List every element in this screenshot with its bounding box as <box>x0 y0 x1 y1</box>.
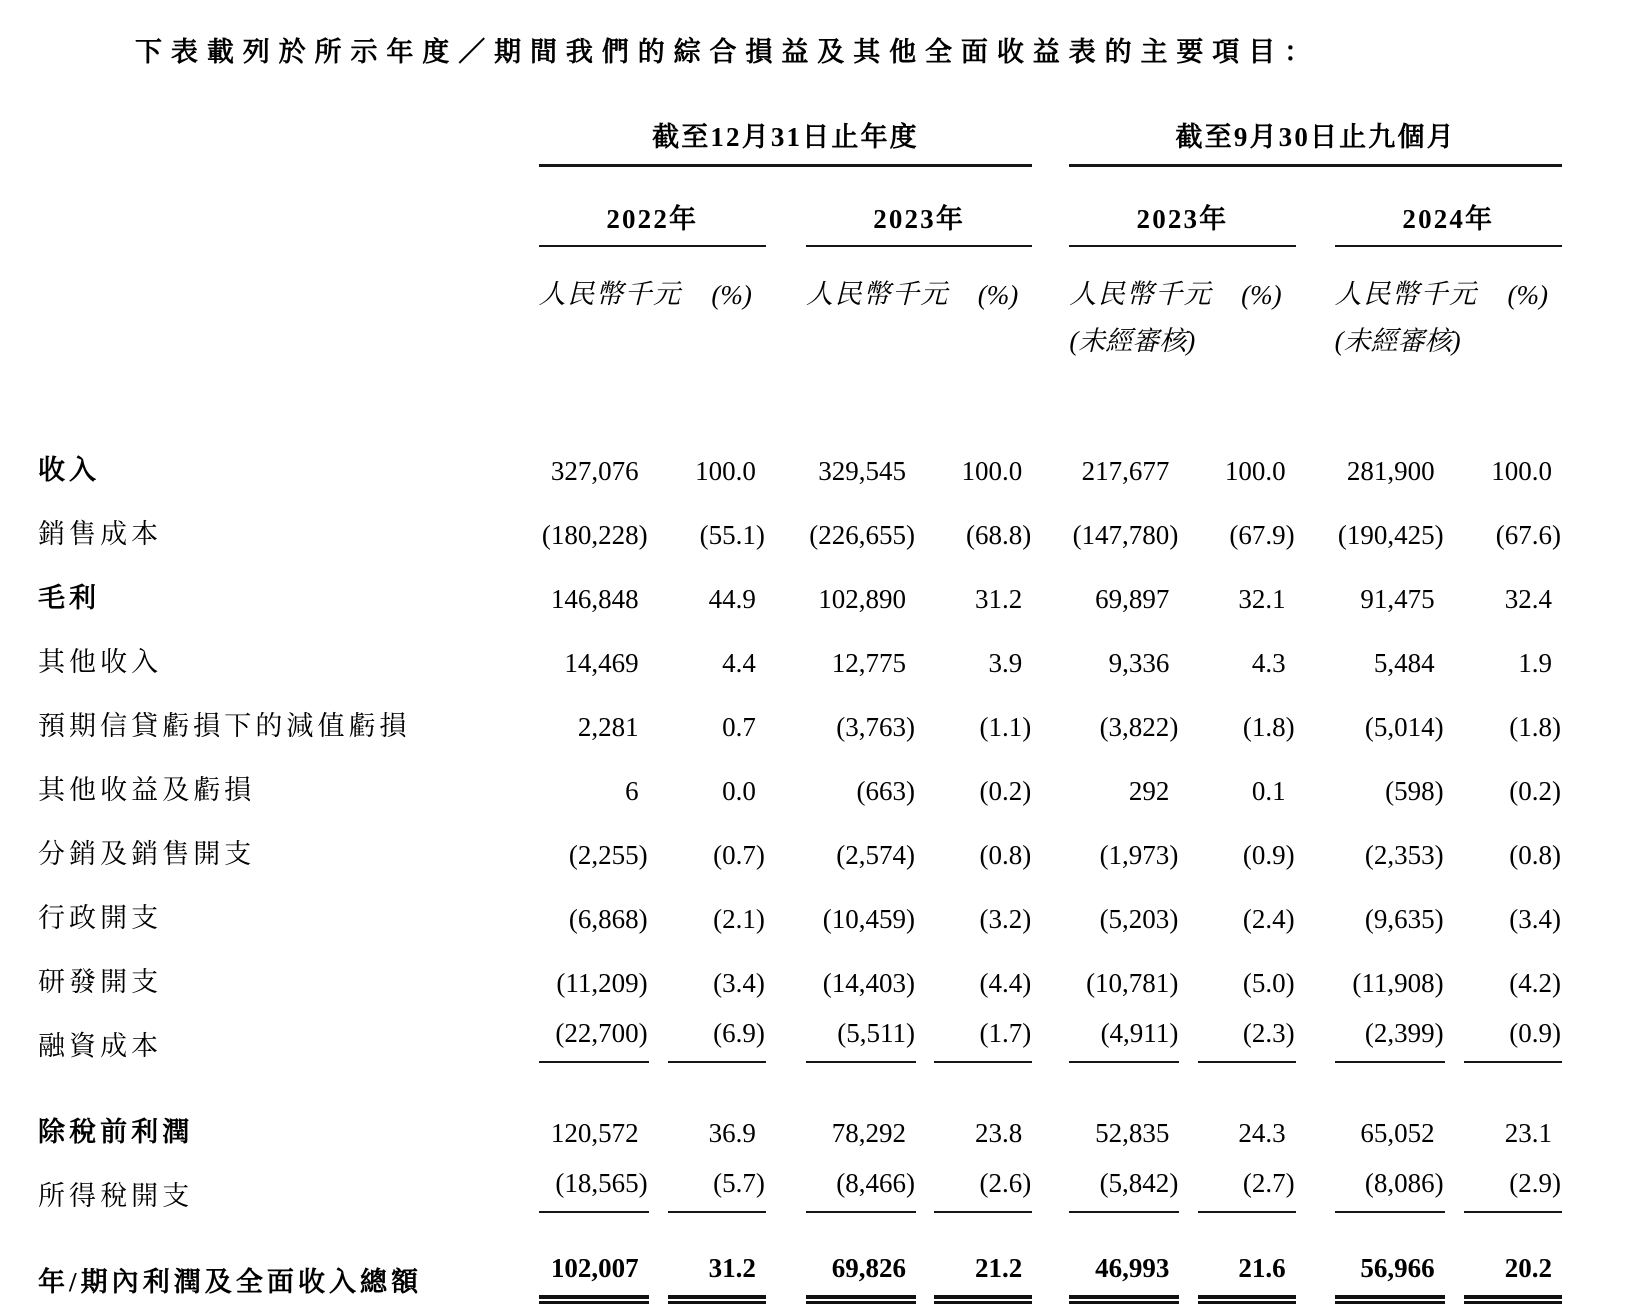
year-header-2023-9m <box>1069 167 1295 247</box>
unit-header-amount: 人民幣千元 <box>805 279 950 309</box>
cell-amount: (2,353) <box>1364 840 1444 870</box>
table-row <box>38 1009 1562 1073</box>
cell-amount: 12,775 <box>831 648 906 678</box>
year-label: 2022年 <box>606 204 699 234</box>
cell-pct: 23.8 <box>975 1118 1023 1148</box>
cell-amount: 120,572 <box>550 1118 639 1148</box>
table-row <box>38 1159 1562 1223</box>
row-label: 行政開支 <box>38 903 163 933</box>
cell-amount: (190,425) <box>1337 520 1444 550</box>
group-header-spacer <box>38 91 539 167</box>
year-label: 2023年 <box>873 204 966 234</box>
table-row <box>38 433 1562 497</box>
cell-pct: (5.7) <box>639 1159 766 1223</box>
cell-amount: 146,848 <box>550 584 639 614</box>
cell-amount: (5,511) <box>806 1009 906 1073</box>
header-body-spacer <box>38 363 1562 433</box>
cell-pct: (2.7) <box>1169 1159 1295 1223</box>
cell-pct: (0.7) <box>713 840 765 870</box>
year-header-spacer <box>38 167 539 247</box>
year-header-2022 <box>539 167 766 247</box>
cell-pct: 31.2 <box>975 584 1023 614</box>
row-label: 其他收入 <box>38 647 163 677</box>
cell-amount: (3,763) <box>836 712 915 742</box>
cell-pct: (3.2) <box>979 904 1032 934</box>
cell-pct: 32.4 <box>1504 584 1552 614</box>
cell-pct: 100.0 <box>961 456 1023 486</box>
group-header-row <box>38 91 1562 167</box>
cell-amount: (2,574) <box>836 840 915 870</box>
group-header-label: 截至12月31日止年度 <box>652 122 919 152</box>
year-header-row <box>38 167 1562 247</box>
group-gap <box>1032 91 1069 167</box>
cell-pct: 1.9 <box>1518 648 1552 678</box>
row-label: 所得稅開支 <box>38 1181 194 1211</box>
cell-pct: (2.6) <box>906 1159 1032 1223</box>
cell-amount: 5,484 <box>1373 648 1435 678</box>
cell-pct: 32.1 <box>1238 584 1286 614</box>
cell-pct: (0.9) <box>1242 840 1295 870</box>
table-row <box>38 497 1562 561</box>
cell-amount: (11,209) <box>556 968 648 998</box>
cell-pct: (55.1) <box>699 520 765 550</box>
cell-amount: 56,966 <box>1335 1223 1435 1309</box>
cell-amount: (18,565) <box>539 1159 639 1223</box>
cell-amount: (4,911) <box>1069 1009 1169 1073</box>
cell-amount: (9,635) <box>1364 904 1444 934</box>
cell-pct: 21.2 <box>906 1223 1032 1309</box>
cell-pct: 4.3 <box>1251 648 1286 678</box>
cell-pct: (67.9) <box>1229 520 1295 550</box>
cell-pct: (2.3) <box>1169 1009 1295 1073</box>
cell-pct: (2.4) <box>1242 904 1295 934</box>
cell-amount: (11,908) <box>1352 968 1444 998</box>
cell-pct: (3.4) <box>1509 904 1561 934</box>
cell-pct: 100.0 <box>1224 456 1286 486</box>
cell-amount: (10,781) <box>1086 968 1179 998</box>
cell-amount: (5,203) <box>1099 904 1179 934</box>
table-row <box>38 881 1562 945</box>
cell-pct: (1.1) <box>979 712 1032 742</box>
row-label: 融資成本 <box>38 1031 163 1061</box>
cell-amount: (14,403) <box>822 968 915 998</box>
unit-header-amount: 人民幣千元 <box>538 279 682 309</box>
row-label: 分銷及銷售開支 <box>38 839 256 869</box>
cell-pct: (5.0) <box>1242 968 1295 998</box>
cell-pct: 20.2 <box>1435 1223 1562 1309</box>
cell-amount: (180,228) <box>541 520 648 550</box>
cell-amount: (8,466) <box>806 1159 906 1223</box>
cell-pct: 44.9 <box>708 584 756 614</box>
cell-pct: 0.1 <box>1251 776 1286 806</box>
cell-amount: 217,677 <box>1081 456 1170 486</box>
cell-amount: (5,014) <box>1364 712 1444 742</box>
cell-amount: (147,780) <box>1072 520 1179 550</box>
unit-header-row <box>38 247 1562 311</box>
row-label: 除稅前利潤 <box>38 1117 194 1147</box>
cell-pct: (6.9) <box>639 1009 766 1073</box>
table-row <box>38 945 1562 1009</box>
cell-amount: 52,835 <box>1095 1118 1170 1148</box>
income-statement-table <box>38 91 1562 1309</box>
table-header <box>38 91 1562 433</box>
cell-pct: 31.2 <box>639 1223 766 1309</box>
cell-amount: (1,973) <box>1099 840 1179 870</box>
cell-amount: (6,868) <box>568 904 648 934</box>
cell-amount: (2,255) <box>568 840 648 870</box>
cell-amount: (663) <box>856 776 915 806</box>
cell-amount: 281,900 <box>1346 456 1435 486</box>
cell-pct: (2.1) <box>713 904 765 934</box>
cell-amount: (226,655) <box>809 520 915 550</box>
table-body <box>38 433 1562 1309</box>
year-label: 2024年 <box>1402 204 1495 234</box>
cell-pct: 23.1 <box>1504 1118 1552 1148</box>
group-header-year-ended <box>539 91 1033 167</box>
cell-pct: (4.2) <box>1509 968 1561 998</box>
group-header-label: 截至9月30日止九個月 <box>1175 122 1456 152</box>
cell-amount: 9,336 <box>1108 648 1170 678</box>
cell-amount: (8,086) <box>1335 1159 1435 1223</box>
cell-amount: 46,993 <box>1069 1223 1169 1309</box>
cell-pct: 0.7 <box>722 712 756 742</box>
cell-amount: 329,545 <box>818 456 906 486</box>
cell-pct: 0.0 <box>722 776 756 806</box>
row-label: 研發開支 <box>38 967 163 997</box>
year-header-2024-9m <box>1335 167 1562 247</box>
cell-pct: (0.9) <box>1435 1009 1562 1073</box>
unit-header-pct: (%) <box>977 280 1019 310</box>
cell-pct: 100.0 <box>1491 456 1552 486</box>
cell-amount: 14,469 <box>564 648 639 678</box>
cell-amount: (5,842) <box>1069 1159 1169 1223</box>
unit-header-pct: (%) <box>1507 280 1548 310</box>
cell-pct: 21.6 <box>1169 1223 1295 1309</box>
cell-pct: (1.8) <box>1509 712 1561 742</box>
year-header-2023fy <box>806 167 1032 247</box>
cell-pct: (2.9) <box>1435 1159 1562 1223</box>
cell-amount: 65,052 <box>1360 1118 1435 1148</box>
row-label: 年/期內利潤及全面收入總額 <box>38 1267 423 1297</box>
cell-amount: 69,826 <box>806 1223 906 1309</box>
cell-pct: 3.9 <box>988 648 1023 678</box>
table-row <box>38 1223 1562 1309</box>
row-label: 收入 <box>38 455 101 485</box>
cell-amount: (2,399) <box>1335 1009 1435 1073</box>
table-row <box>38 689 1562 753</box>
cell-amount: 2,281 <box>577 712 639 742</box>
year-label: 2023年 <box>1136 204 1229 234</box>
cell-amount: (10,459) <box>822 904 915 934</box>
cell-amount: 327,076 <box>550 456 639 486</box>
cell-pct: (68.8) <box>966 520 1032 550</box>
cell-amount: 102,007 <box>539 1223 639 1309</box>
row-label: 毛利 <box>38 583 101 613</box>
cell-amount: (22,700) <box>539 1009 639 1073</box>
cell-amount: 91,475 <box>1360 584 1435 614</box>
cell-pct: (0.8) <box>979 840 1032 870</box>
unit-header-pct: (%) <box>1241 280 1282 310</box>
unaudited-note: (未經審核) <box>1069 326 1196 356</box>
cell-pct: (67.6) <box>1495 520 1561 550</box>
cell-amount: (3,822) <box>1099 712 1179 742</box>
table-caption: 下表載列於所示年度／期間我們的綜合損益及其他全面收益表的主要項目： <box>135 37 1321 67</box>
row-label: 銷售成本 <box>38 519 163 549</box>
unit-header-pct: (%) <box>711 280 752 310</box>
cell-pct: (4.4) <box>979 968 1032 998</box>
cell-pct: 24.3 <box>1238 1118 1286 1148</box>
cell-pct: 4.4 <box>722 648 756 678</box>
cell-pct: (0.2) <box>979 776 1032 806</box>
table-row <box>38 753 1562 817</box>
cell-pct: 100.0 <box>695 456 756 486</box>
group-header-nine-months <box>1069 91 1562 167</box>
cell-pct: (3.4) <box>713 968 765 998</box>
cell-amount: 102,890 <box>818 584 906 614</box>
cell-amount: 78,292 <box>831 1118 906 1148</box>
cell-amount: 292 <box>1128 776 1170 806</box>
row-label: 預期信貸虧損下的減值虧損 <box>38 711 411 741</box>
table-row <box>38 625 1562 689</box>
cell-pct: 36.9 <box>708 1118 756 1148</box>
cell-amount: 6 <box>625 776 639 806</box>
row-label: 其他收益及虧損 <box>38 775 256 805</box>
table-row <box>38 561 1562 625</box>
cell-pct: (0.8) <box>1509 840 1561 870</box>
cell-amount: 69,897 <box>1095 584 1170 614</box>
cell-pct: (0.2) <box>1509 776 1561 806</box>
unit-header-amount: 人民幣千元 <box>1069 279 1213 309</box>
table-row <box>38 1073 1562 1159</box>
cell-pct: (1.7) <box>906 1009 1032 1073</box>
table-row <box>38 817 1562 881</box>
cell-pct: (1.8) <box>1242 712 1295 742</box>
unit-header-amount: 人民幣千元 <box>1334 279 1478 309</box>
cell-amount: (598) <box>1385 776 1444 806</box>
unaudited-row <box>38 311 1562 363</box>
unaudited-note: (未經審核) <box>1334 326 1461 356</box>
